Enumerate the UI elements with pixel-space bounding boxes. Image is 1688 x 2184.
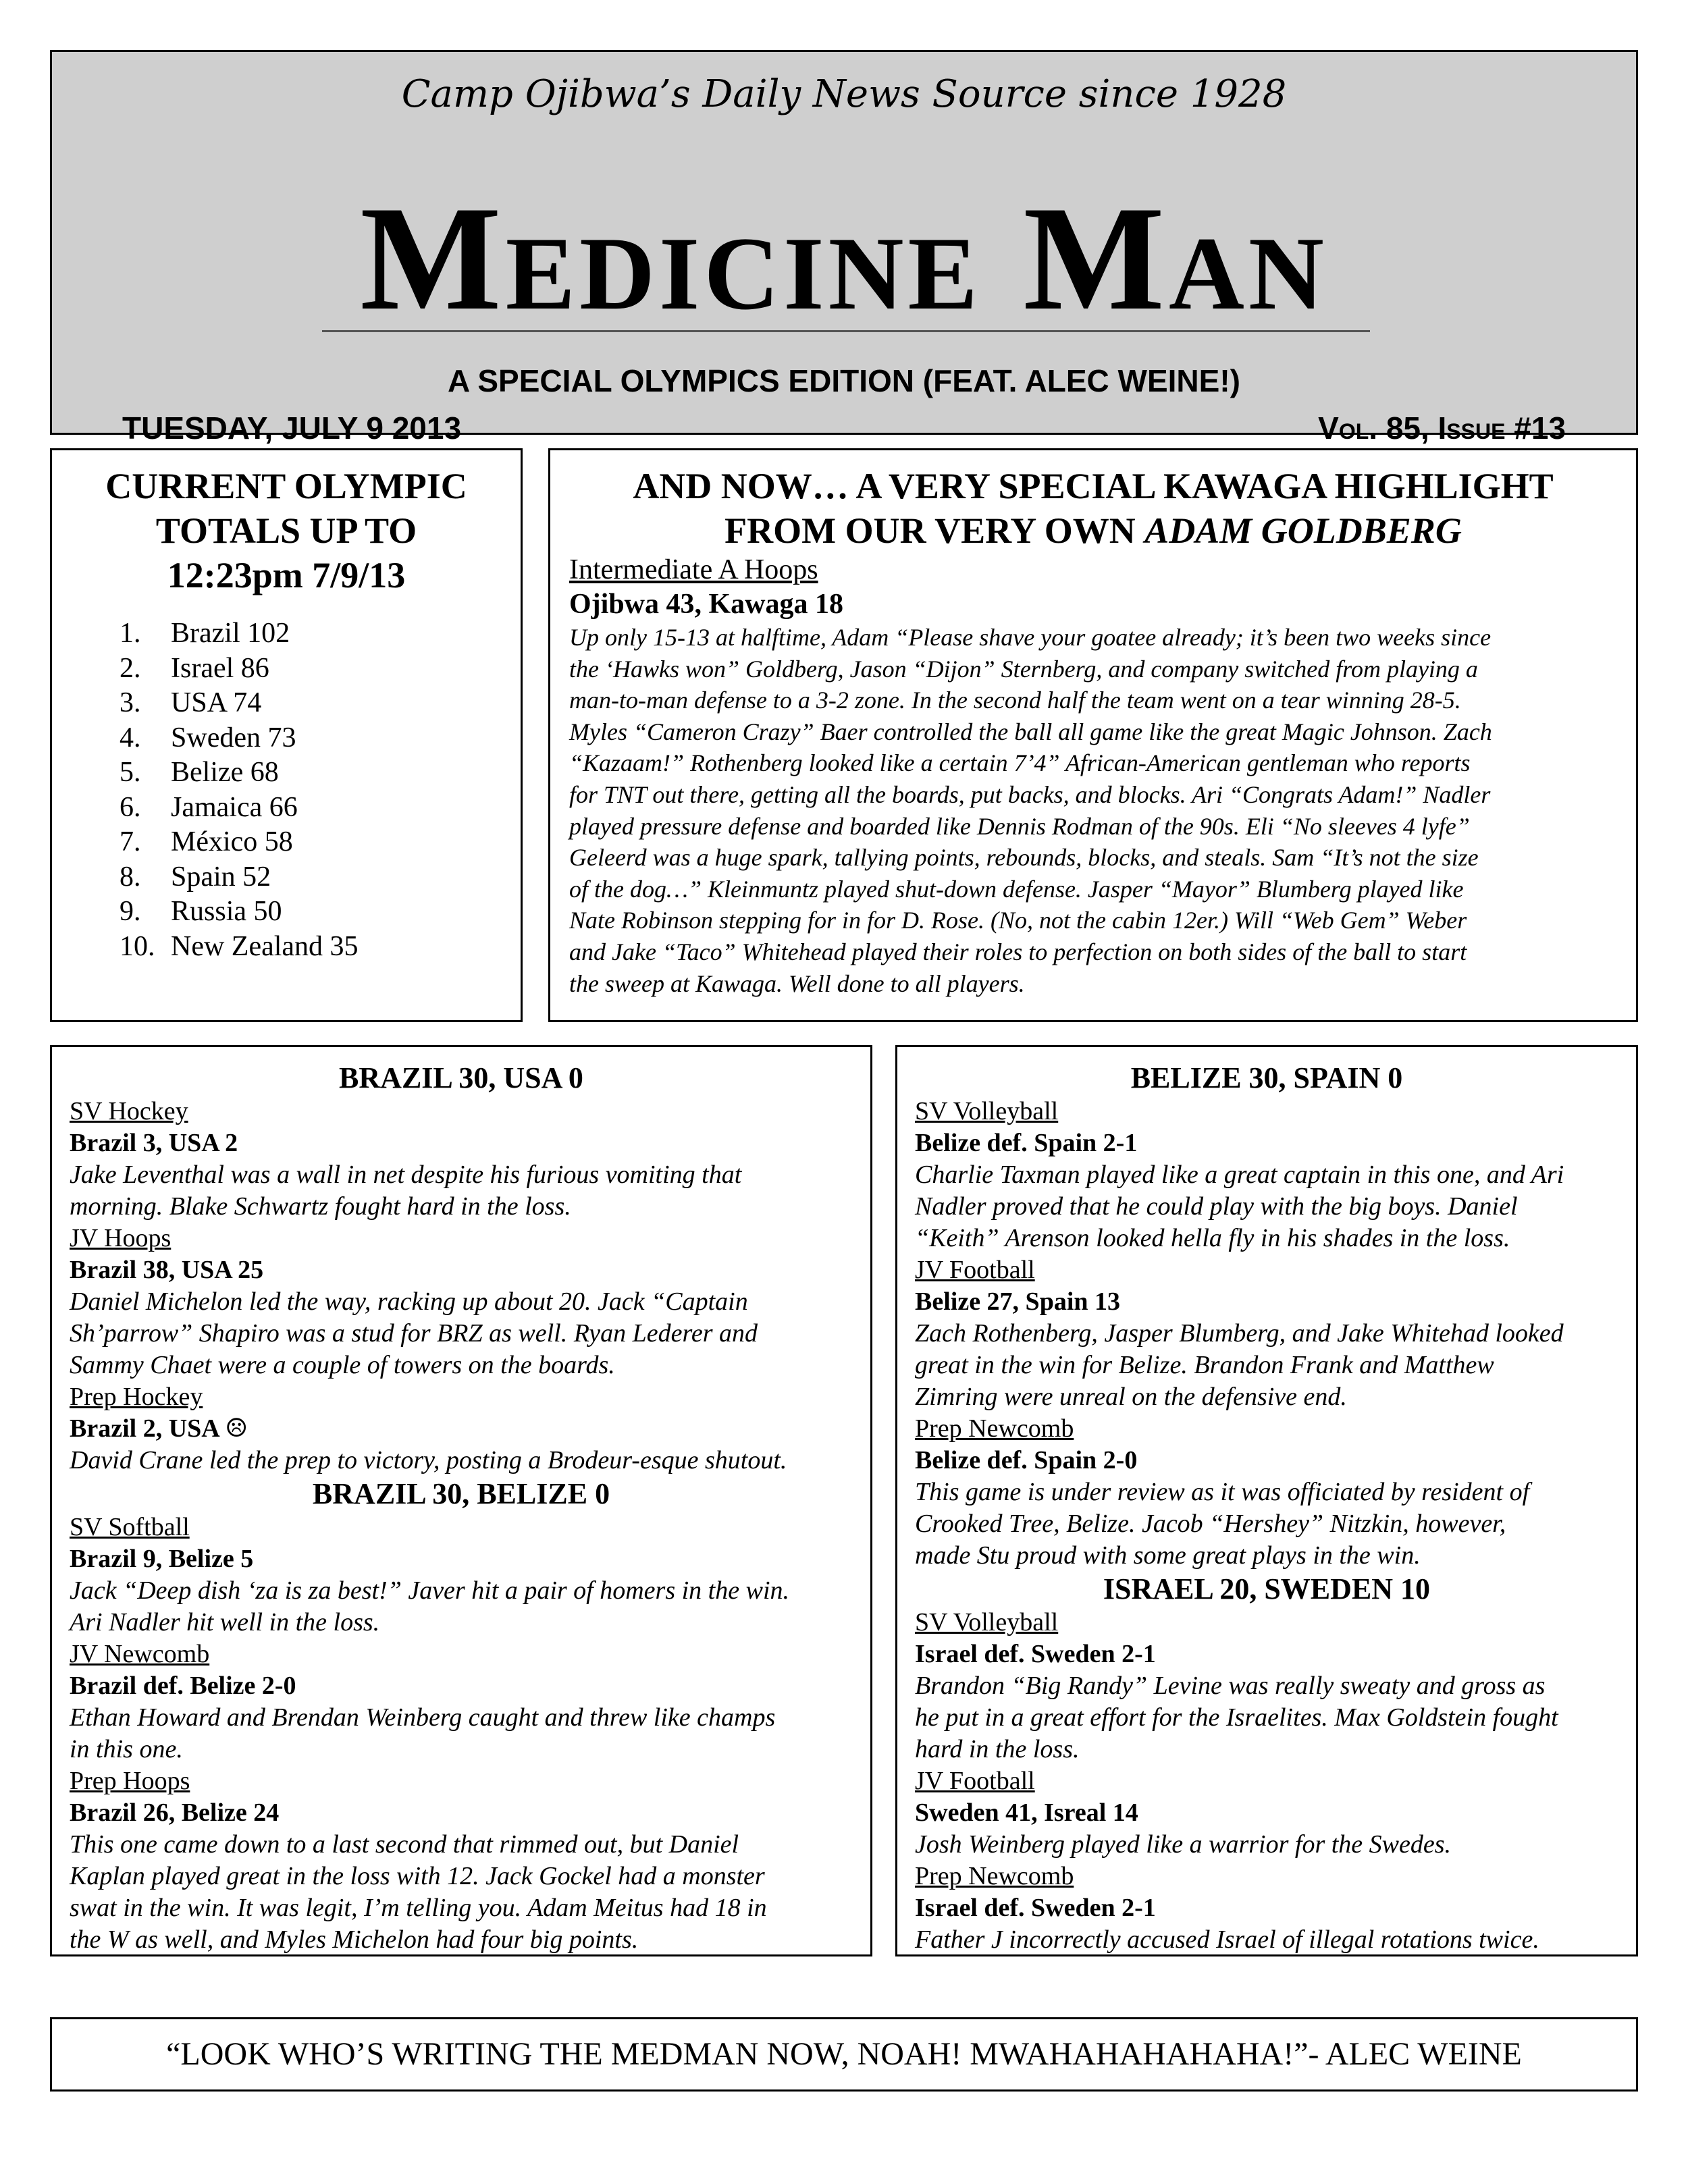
game-result [915,1765,1618,1861]
game-list [70,1512,853,1956]
game-score: Brazil 3, USA 2 [70,1129,238,1157]
game-score: Brazil 2, USA ☹ [70,1414,248,1443]
recap-line: and Jake “Taco” Whitehead played their roles to perfection on both sides of the ball to start [569,938,1467,965]
country-total: México 58 [171,826,293,857]
game-sport: Prep Hoops [70,1767,190,1795]
game-recap-line: Zach Rothenberg, Jasper Blumberg, and Jake Whitehad looked [915,1319,1564,1348]
rank-number: 8. [120,861,141,893]
game-score: Brazil 38, USA 25 [70,1256,264,1284]
game-result [70,1381,853,1476]
game-result [70,1639,853,1765]
game-sport: SV Hockey [70,1097,188,1125]
game-score: Sweden 41, Isreal 14 [915,1799,1138,1827]
game-recap-line: “Keith” Arenson looked hella fly in his shades in the loss. [915,1224,1510,1252]
game-recap-line: Zimring were unreal on the defensive end. [915,1383,1347,1411]
totals-list-item [52,930,521,965]
recap-line: of the dog…” Kleinmuntz played shut-down defense. Jasper “Mayor” Blumberg played like [569,875,1464,903]
rank-number: 1. [120,618,141,649]
totals-title-line: 12:23pm 7/9/13 [167,555,406,595]
country-total: Spain 52 [171,861,271,893]
kawaga-headline [569,464,1617,553]
game-sport: SV Volleyball [915,1097,1059,1125]
game-result [915,1254,1618,1413]
country-total: New Zealand 35 [171,930,359,962]
game-result [70,1223,853,1381]
game-sport: SV Volleyball [915,1608,1059,1636]
footer-quote: “LOOK WHO’S WRITING THE MEDMAN NOW, NOAH! MWAHAHAHAHAHA!”- ALEC WEINE [166,2036,1522,2072]
issue-date: TUESDAY, JULY 9 2013 [122,410,462,446]
game-result [915,1861,1618,1956]
recap-line: for TNT out there, getting all the boards, put backs, and blocks. Ari “Congrats Adam!” Nadler [569,780,1491,808]
game-sport: JV Football [915,1767,1035,1795]
edition-subtitle: A SPECIAL OLYMPICS EDITION (FEAT. ALEC WEINE!) [448,363,1240,398]
totals-title [52,464,521,597]
game-recap-line: Brandon “Big Randy” Levine was really sweaty and gross as [915,1672,1546,1700]
masthead-tagline: Camp Ojibwa’s Daily News Source since 1928 [401,72,1287,116]
totals-list [52,616,521,964]
game-recap-line: hard in the loss. [915,1735,1080,1763]
game-recap-line: Jack “Deep dish ‘za is za best!” Javer hit a pair of homers in the win. [70,1576,790,1605]
kawaga-headline-line: AND NOW… A VERY SPECIAL KAWAGA HIGHLIGHT [633,466,1554,506]
country-total: Belize 68 [171,757,279,788]
recap-line: Nate Robinson stepping for in for D. Rose. (No, not the cabin 12er.) Will “Web Gem” Weber [569,907,1467,934]
olympic-totals-box [50,448,523,1022]
game-score: Israel def. Sweden 2-1 [915,1894,1156,1922]
kawaga-sport: Intermediate A Hoops [569,554,818,585]
game-recap-line: Daniel Michelon led the way, racking up about 20. Jack “Captain [70,1287,748,1316]
game-recap-line: made Stu proud with some great plays in the win. [915,1541,1421,1570]
kawaga-headline-line [569,508,1617,553]
recap-line: the ‘Hawks won” Goldberg, Jason “Dijon” Sternberg, and company switched from playing a [569,655,1478,683]
rank-number: 2. [120,652,141,684]
game-score: Israel def. Sweden 2-1 [915,1640,1156,1668]
country-total: Brazil 102 [171,618,290,649]
title-underline [322,330,1370,332]
game-result [70,1096,853,1223]
totals-list-item [52,721,521,756]
game-recap-line: morning. Blake Schwartz fought hard in the loss. [70,1192,571,1221]
country-total: USA 74 [171,687,262,718]
belize-results-box [895,1045,1638,1956]
totals-list-item [52,755,521,791]
rank-number: 9. [120,896,141,927]
game-recap-line: David Crane led the prep to victory, posting a Brodeur-esque shutout. [70,1446,787,1474]
game-sport: JV Hoops [70,1224,172,1252]
kawaga-headline-author: ADAM GOLDBERG [1144,510,1462,551]
masthead [50,50,1638,446]
game-score: Brazil 9, Belize 5 [70,1545,254,1573]
totals-list-item [52,860,521,895]
game-result [915,1607,1618,1765]
game-recap-line: Sh’parrow” Shapiro was a stud for BRZ as well. Ryan Lederer and [70,1319,758,1348]
game-list [915,1607,1618,1956]
game-score: Belize 27, Spain 13 [915,1287,1121,1316]
recap-line: “Kazaam!” Rothenberg looked like a certain 7’4” African-American gentleman who reports [569,749,1471,777]
newspaper-title: Medicine Man [360,176,1328,342]
kawaga-highlight-box [548,448,1638,1022]
game-score: Belize def. Spain 2-0 [915,1446,1138,1474]
issue-volume: Vol. 85, Issue #13 [1318,410,1566,446]
rank-number: 6. [120,791,141,823]
recap-line: Geleerd was a huge spark, tallying points, rebounds, blocks, and steals. Sam “It’s not the size [569,844,1479,872]
game-sport: JV Football [915,1256,1035,1284]
recap-line: Myles “Cameron Crazy” Baer controlled the ball all game like the great Magic Johnson. Zach [569,718,1492,745]
totals-list-item [52,895,521,930]
game-recap-line: Kaplan played great in the loss with 12. Jack Gockel had a monster [70,1862,765,1890]
rank-number: 5. [120,757,141,788]
kawaga-headline-prefix: FROM OUR VERY OWN [724,510,1145,551]
game-recap-line: he put in a great effort for the Israelites. Max Goldstein fought [915,1703,1558,1732]
rank-number: 7. [120,826,141,857]
matchup-headline: BRAZIL 30, USA 0 [339,1061,583,1094]
country-total: Jamaica 66 [171,791,298,823]
totals-list-item [52,616,521,651]
totals-title-line: CURRENT OLYMPIC [105,466,467,506]
game-list [70,1096,853,1476]
recap-line: the sweep at Kawaga. Well done to all players. [569,969,1025,997]
game-result [70,1765,853,1956]
game-score: Belize def. Spain 2-1 [915,1129,1138,1157]
country-total: Sweden 73 [171,722,296,753]
matchup-headline: BRAZIL 30, BELIZE 0 [312,1477,610,1510]
totals-list-item [52,651,521,687]
game-recap-line: Father J incorrectly accused Israel of illegal rotations twice. [915,1925,1539,1954]
game-recap-line: This game is under review as it was officiated by resident of [915,1478,1530,1506]
recap-line: played pressure defense and boarded like Dennis Rodman of the 90s. Eli “No sleeves 4 lyfe” [569,812,1470,840]
matchup-headline: BELIZE 30, SPAIN 0 [1130,1061,1403,1094]
game-sport: SV Softball [70,1513,190,1541]
game-recap-line: Charlie Taxman played like a great captain in this one, and Ari [915,1161,1564,1189]
game-score: Brazil def. Belize 2-0 [70,1672,296,1700]
game-recap-line: Josh Weinberg played like a warrior for the Swedes. [915,1830,1452,1859]
game-result [915,1413,1618,1572]
game-sport: Prep Newcomb [915,1414,1074,1443]
kawaga-recap [569,622,1617,999]
kawaga-score: Ojibwa 43, Kawaga 18 [569,589,844,620]
game-recap-line: the W as well, and Myles Michelon had four big points. [70,1925,639,1954]
game-recap-line: swat in the win. It was legit, I’m telling you. Adam Meitus had 18 in [70,1894,767,1922]
game-sport: JV Newcomb [70,1640,210,1668]
game-recap-line: Ari Nadler hit well in the loss. [70,1608,380,1636]
rank-number: 10. [120,930,155,962]
game-recap-line: Sammy Chaet were a couple of towers on the boards. [70,1351,615,1379]
recap-line: man-to-man defense to a 3-2 zone. In the second half the team went on a tear winning 28-5. [569,687,1461,714]
game-list [915,1096,1618,1572]
game-recap-line: great in the win for Belize. Brandon Frank and Matthew [915,1351,1494,1379]
game-recap-line: Nadler proved that he could play with the big boys. Daniel [915,1192,1518,1221]
game-recap-line: Jake Leventhal was a wall in net despite his furious vomiting that [70,1161,742,1189]
game-result [70,1512,853,1639]
game-recap-line: This one came down to a last second that rimmed out, but Daniel [70,1830,739,1859]
game-result [915,1096,1618,1254]
country-total: Russia 50 [171,896,282,927]
game-recap-line: Crooked Tree, Belize. Jacob “Hershey” Nitzkin, however, [915,1510,1506,1538]
rank-number: 3. [120,687,141,718]
game-score: Brazil 26, Belize 24 [70,1799,280,1827]
recap-line: Up only 15-13 at halftime, Adam “Please shave your goatee already; it’s been two weeks since [569,624,1492,651]
footer-quote-box [50,2017,1638,2092]
brazil-results-box [50,1045,872,1956]
game-sport: Prep Newcomb [915,1862,1074,1890]
game-recap-line: in this one. [70,1735,183,1763]
totals-list-item [52,791,521,826]
totals-title-line: TOTALS UP TO [155,510,417,551]
totals-list-item [52,686,521,721]
game-recap-line: Ethan Howard and Brendan Weinberg caught and threw like champs [70,1703,776,1732]
game-sport: Prep Hockey [70,1383,203,1411]
matchup-headline: ISRAEL 20, SWEDEN 10 [1103,1572,1431,1605]
rank-number: 4. [120,722,141,753]
country-total: Israel 86 [171,652,269,684]
totals-list-item [52,825,521,860]
